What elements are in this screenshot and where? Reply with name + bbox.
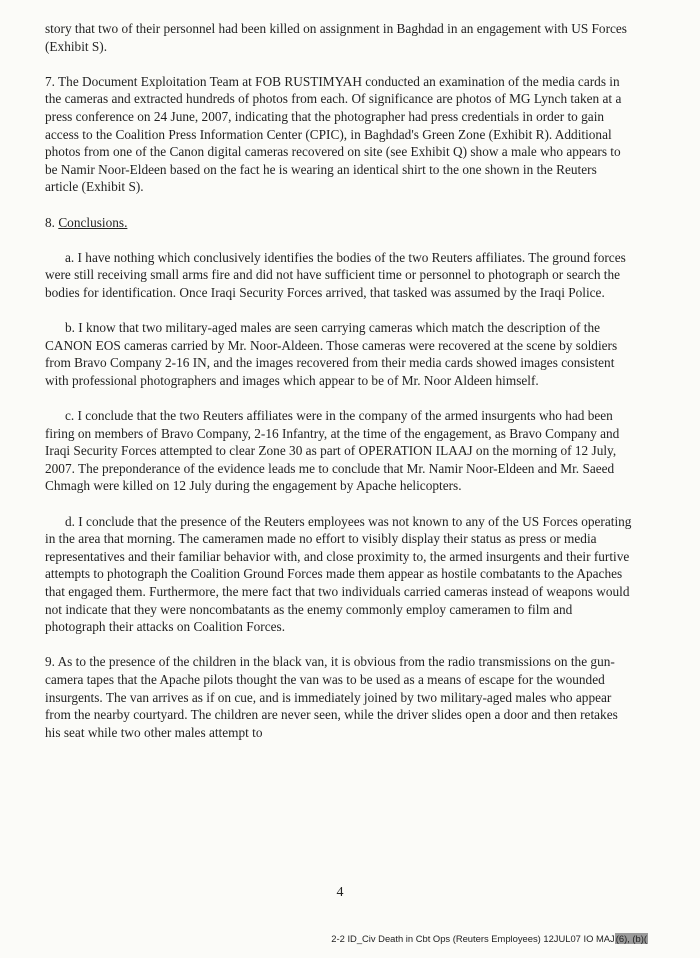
redaction-mark: (6), (b)(	[615, 933, 647, 944]
paragraph-8c: c. I conclude that the two Reuters affiliates were in the company of the armed insurgents who had been firing on members of Bravo Company, 2-16 Infantry, at the time of the engagement, as Bravo Company and Iraqi Security Forces attempted to clear Zone 30 as part of OPERATION ILAAJ on the morning of 12 July, 2007. The preponderance of the evidence leads me to conclude that Mr. Namir Noor-Eldeen and Mr. Saeed Chmagh were killed on 12 July during the engagement by Apache helicopters.	[45, 408, 620, 494]
footer-text: 2-2 ID_Civ Death in Cbt Ops (Reuters Employees) 12JUL07 IO MAJ	[331, 933, 615, 944]
paragraph-9: 9. As to the presence of the children in the black van, it is obvious from the radio transmissions on the gun-camera tapes that the Apache pilots thought the van was to be used as a means of escape for the wounded insurgents. The van arrives as if on cue, and is immediately joined by two military-aged males who appear from the nearby courtyard. The children are never seen, while the driver slides open a door and then retakes his seat while two other males attempt to	[45, 654, 618, 740]
paragraph-8d: d. I conclude that the presence of the Reuters employees was not known to any of the US Forces operating in the area that morning. The cameramen made no effort to visibly display their status as press or media representatives and their familiar behavior with, and close proximity to, the armed insurgents and their furtive attempts to photograph the Coalition Ground Forces made them appear as hostile combatants to the Apaches that engaged them. Furthermore, the mere fact that two individuals carried cameras instead of weapons would not indicate that they were noncombatants as the enemy commonly employ cameramen to film and photograph their attacks on Coalition Forces.	[45, 513, 632, 635]
page-number: 4	[336, 885, 344, 900]
document-footer	[331, 933, 648, 944]
paragraph-continued: story that two of their personnel had been killed on assignment in Baghdad in an engagement with US Forces (Exhibit S).	[45, 21, 627, 54]
section-number: 8.	[45, 214, 55, 230]
section-title: Conclusions.	[58, 214, 128, 230]
section-heading-conclusions	[45, 214, 633, 232]
paragraph-8a: a. I have nothing which conclusively identifies the bodies of the two Reuters affiliates. The ground forces were still receiving small arms fire and did not have sufficient time or personnel to photograph or search the bodies for identification. Once Iraqi Security Forces arrived, that tasked was assumed by the Iraqi Police.	[45, 249, 626, 300]
document-body	[45, 20, 633, 759]
paragraph-7: 7. The Document Exploitation Team at FOB RUSTIMYAH conducted an examination of the media cards in the cameras and extracted hundreds of photos from each. Of significance are photos of MG Lynch taken at a press conference on 24 June, 2007, indicating that the photographer had press credentials in order to gain access to the Coalition Press Information Center (CPIC), in Baghdad's Green Zone (Exhibit R). Additional photos from one of the Canon digital cameras recovered on site (see Exhibit Q) show a male who appears to be Namir Noor-Eldeen based on the fact he is wearing an identical shirt to the one shown in the Reuters article (Exhibit S).	[45, 73, 622, 195]
paragraph-8b: b. I know that two military-aged males are seen carrying cameras which match the description of the CANON EOS cameras carried by Mr. Noor-Aldeen. Those cameras were recovered at the scene by soldiers from Bravo Company 2-16 IN, and the images recovered from their media cards showed images consistent with professional photographers and images which appear to be of Mr. Noor Aldeen himself.	[45, 320, 618, 388]
